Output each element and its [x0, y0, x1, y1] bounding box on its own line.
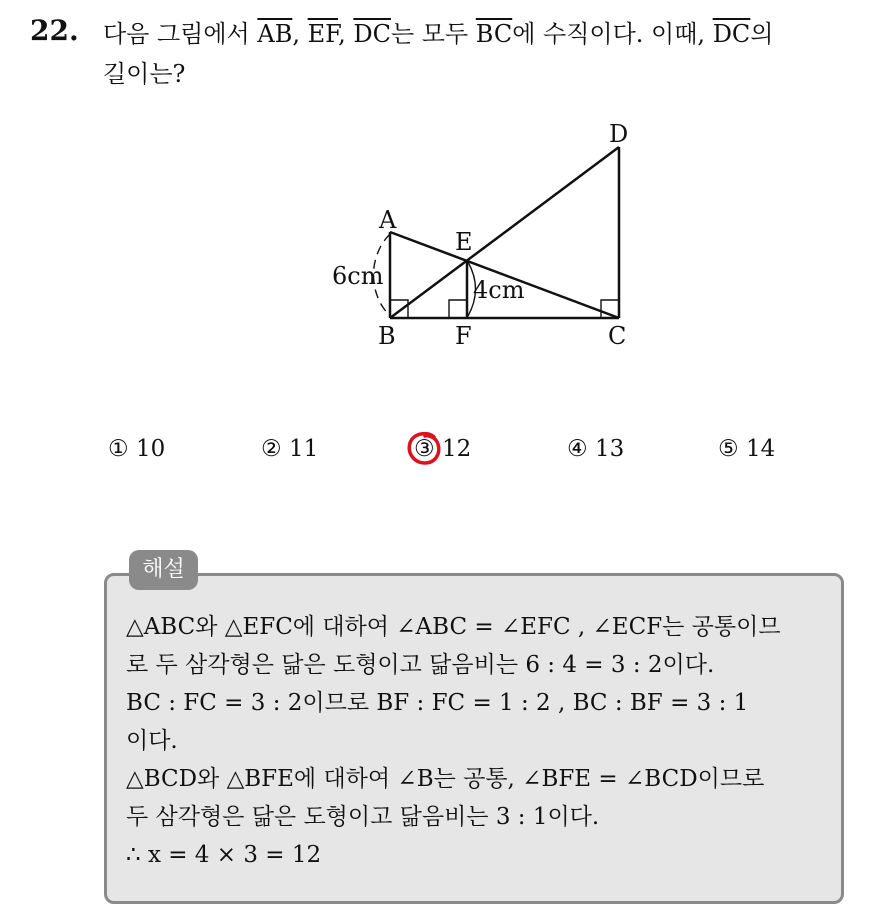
question-stem	[103, 14, 873, 94]
measure-ab-label: 6cm	[332, 262, 384, 290]
choice-marker: ②	[261, 436, 282, 462]
segment-ac-line	[390, 232, 619, 318]
question-number: 22.	[30, 14, 79, 47]
solution-line: 이다.	[126, 728, 178, 754]
choice-marker: ③	[414, 436, 435, 462]
stem-text: 에 수직이다. 이때,	[512, 20, 706, 48]
segment-ab: $\overline{AB}$	[257, 20, 293, 48]
solution-tag: 해설	[129, 550, 198, 590]
measure-ef-label: 4cm	[473, 276, 525, 304]
choice-value: 14	[745, 436, 776, 462]
answer-choices	[108, 436, 868, 472]
choice-4[interactable]	[567, 436, 624, 462]
choice-value: 11	[288, 436, 319, 462]
geometry-figure	[320, 110, 650, 360]
label-f: F	[455, 322, 472, 350]
choice-marker: ①	[108, 436, 129, 462]
label-c: C	[608, 322, 627, 350]
answer-circle-mark	[404, 428, 444, 468]
choice-marker: ④	[567, 436, 588, 462]
segment-dc: $\overline{DC}$	[712, 20, 751, 48]
stem-text: 는 모두	[390, 20, 469, 48]
choice-2[interactable]	[261, 436, 318, 462]
separator: ,	[292, 20, 300, 48]
separator: ,	[338, 20, 346, 48]
solution-text	[126, 608, 826, 874]
solution-line: 두 삼각형은 닮은 도형이고 닮음비는 3 : 1이다.	[126, 804, 600, 830]
stem-text: 다음 그림에서	[103, 20, 250, 48]
label-b: B	[378, 322, 396, 350]
label-e: E	[455, 228, 473, 256]
segment-ef: $\overline{EF}$	[307, 20, 339, 48]
choice-value: 12	[441, 436, 472, 462]
stem-line-2: 길이는?	[103, 60, 186, 88]
choice-value: 10	[135, 436, 166, 462]
choice-5[interactable]	[718, 436, 775, 462]
segment-dc: $\overline{DC}$	[353, 20, 391, 48]
label-d: D	[609, 120, 629, 148]
choice-1[interactable]	[108, 436, 165, 462]
solution-line: △BCD와 △BFE에 대하여 ∠B는 공통, ∠BFE = ∠BCD이므로	[126, 766, 765, 792]
choice-marker: ⑤	[718, 436, 739, 462]
solution-line: 로 두 삼각형은 닮은 도형이고 닮음비는 6 : 4 = 3 : 2이다.	[126, 652, 715, 678]
right-angle-f	[449, 300, 467, 318]
solution-line: △ABC와 △EFC에 대하여 ∠ABC = ∠EFC , ∠ECF는 공통이므	[126, 614, 781, 640]
solution-line: ∴ x = 4 × 3 = 12	[126, 842, 322, 868]
stem-text: 의	[750, 20, 774, 48]
choice-value: 13	[594, 436, 625, 462]
segment-bc: $\overline{BC}$	[475, 20, 513, 48]
stem-line-1	[103, 14, 873, 54]
label-a: A	[379, 206, 397, 234]
solution-line: BC : FC = 3 : 2이므로 BF : FC = 1 : 2 , BC : BF = 3 : 1	[126, 690, 749, 716]
